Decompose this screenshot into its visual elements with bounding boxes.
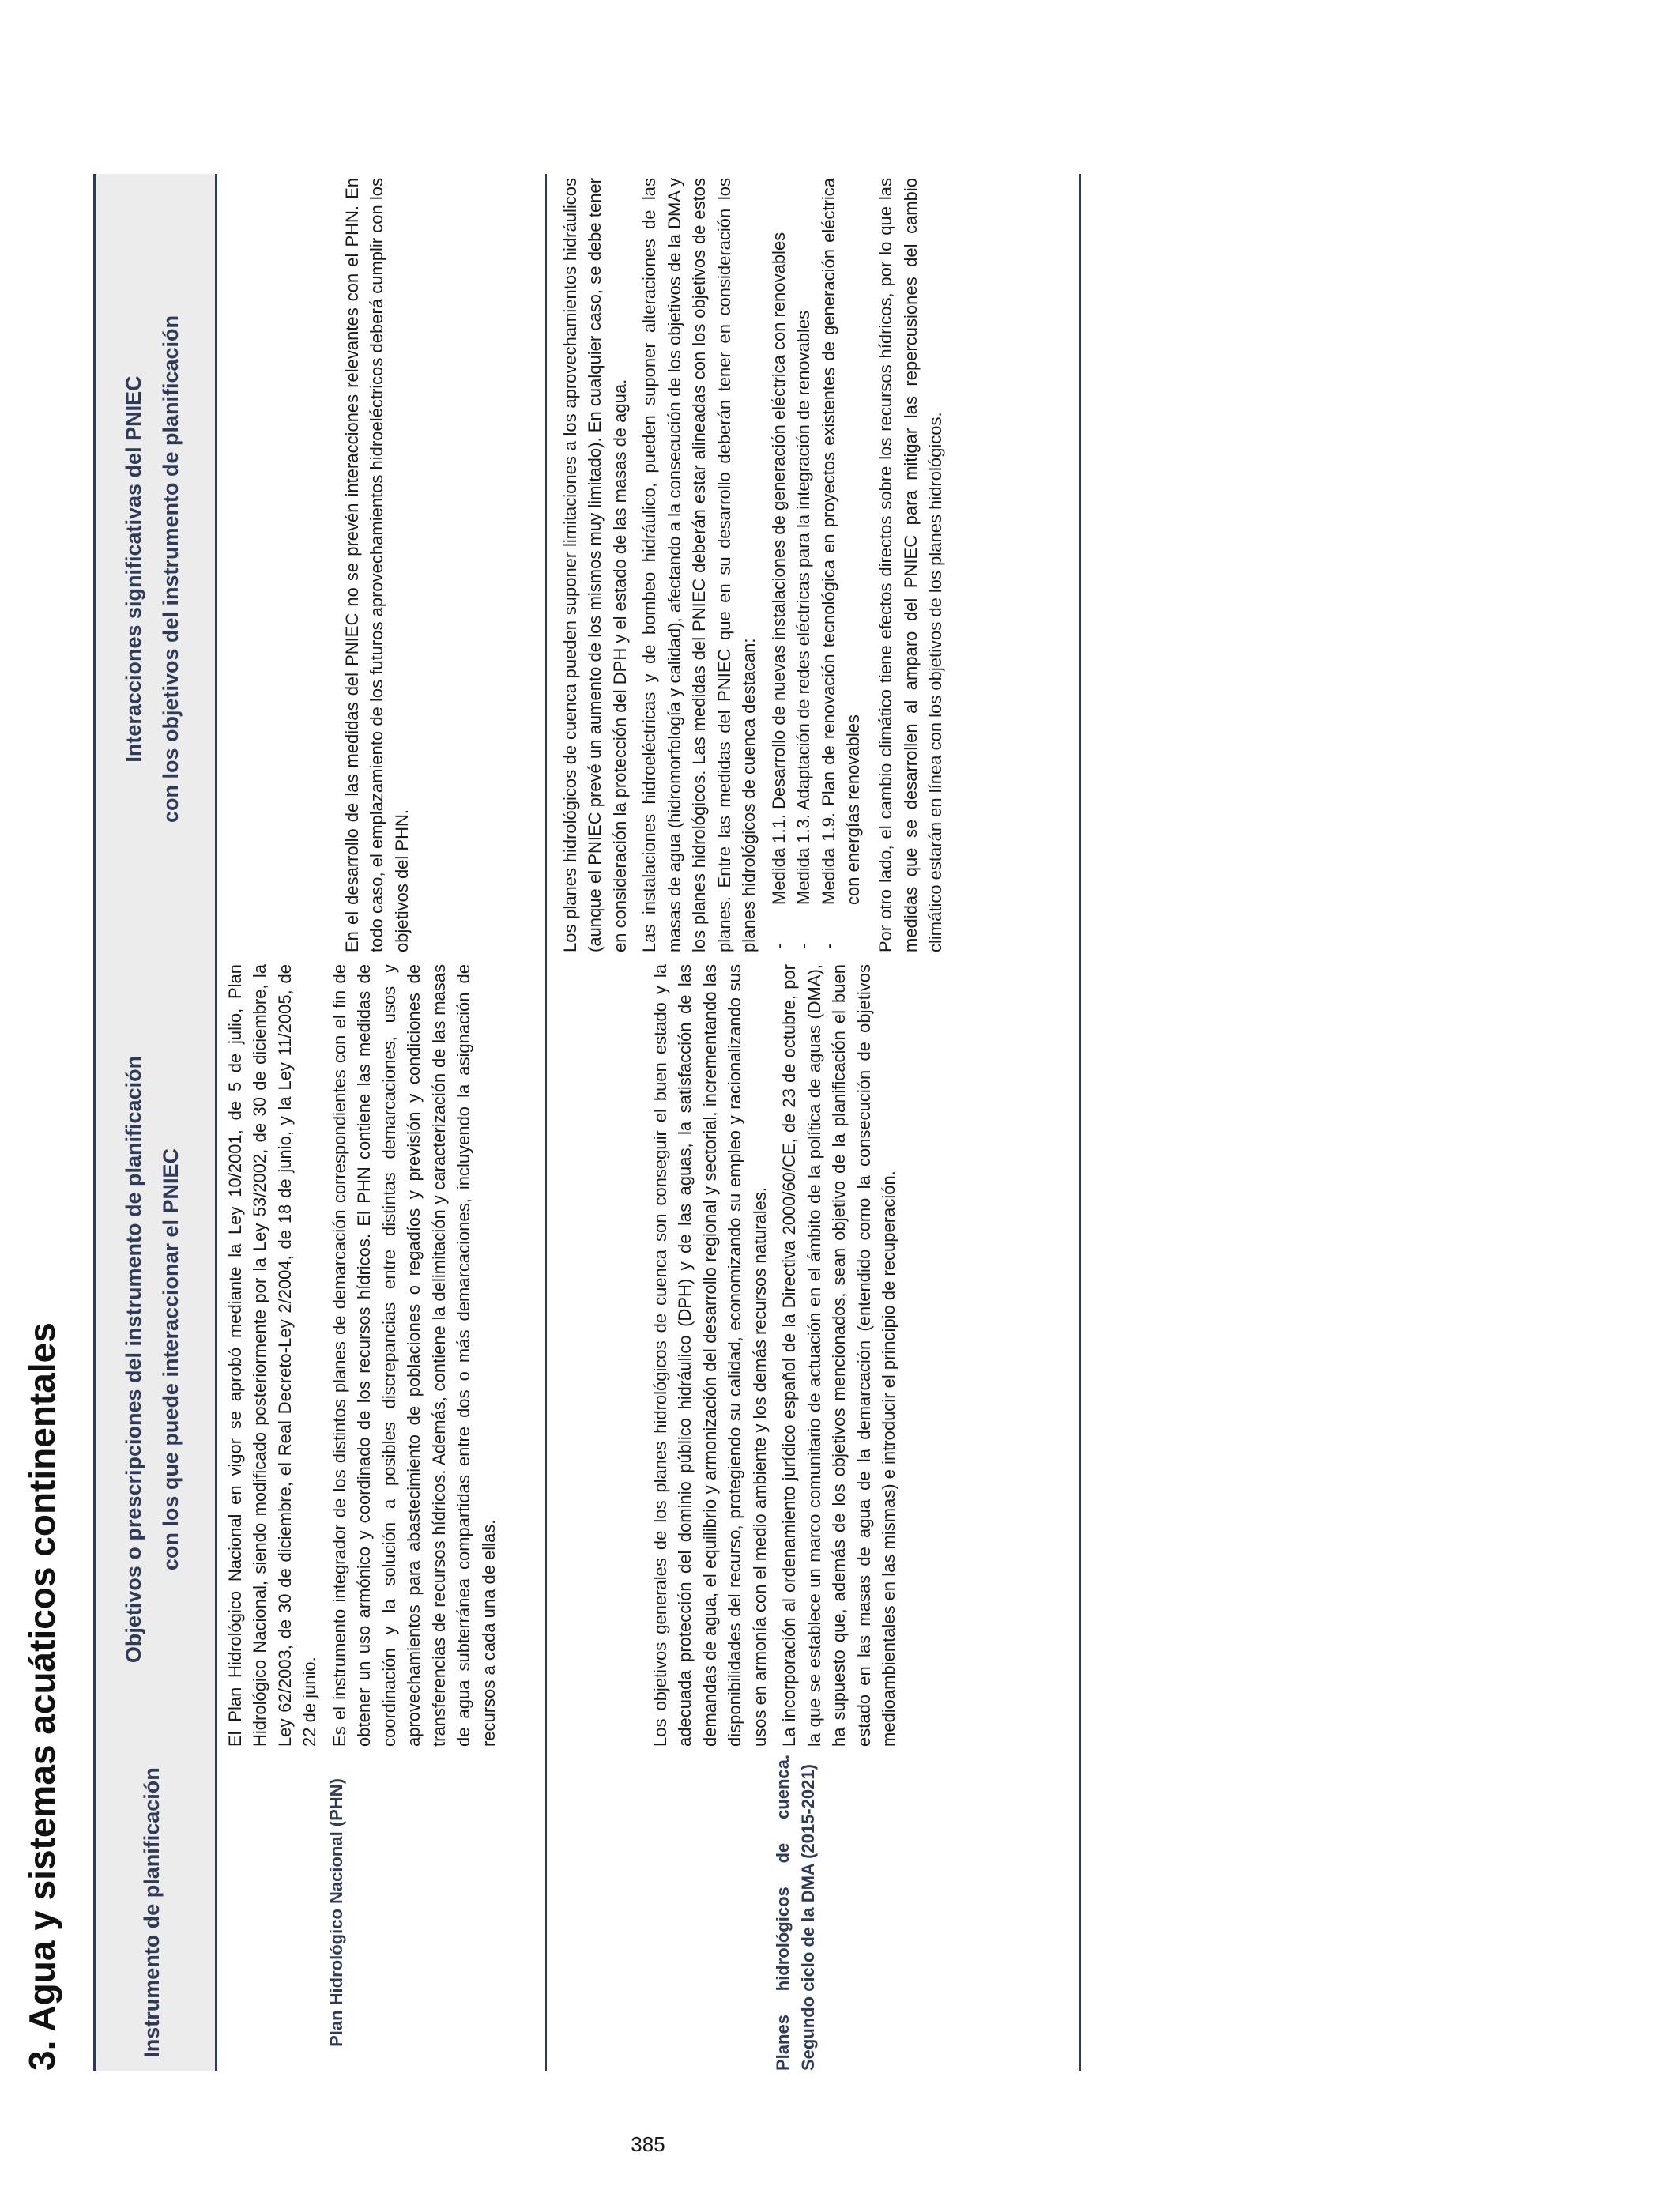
- row1-objective-2: Es el instrumento integrador de los distintos planes de demarcación correspondientes con el fin de obtener un uso armónico y coordinado de los recursos hídricos. El PHN contiene las medidas de coordinación y la solución a posibles discrepancias entre distintas demarcaciones, usos y aprovechamientos para abastecimiento de poblaciones o regadíos y previsión y condiciones de transferencias de recursos hídricos. Además, contiene la delimitación y caracterización de las masas de agua subterránea compartidas entre dos o más demarcaciones, incluyendo la asignación de recursos a cada una de ellas.: [329, 964, 499, 1747]
- list-item: - Medida 1.9. Plan de renovación tecnológica en proyectos existentes de generación eléctrica con energías renovables: [816, 178, 866, 952]
- header-interacciones-line1: Interacciones significativas del PNIEC: [121, 375, 145, 763]
- row2-instrument: Planes hidrológicos de cuenca. Segundo ciclo de la DMA (2015-2021): [773, 1755, 818, 2071]
- row2-objectives: [648, 964, 906, 1747]
- row-divider: [545, 174, 547, 2071]
- row2-interactions: [558, 178, 953, 952]
- list-item: - Medida 1.3. Adaptación de redes eléctricas para la integración de renovables: [791, 178, 816, 952]
- row2-objective-1: Los objetivos generales de los planes hidrológicos de cuenca son conseguir el buen estado y la adecuada protección del dominio público hidráulico (DPH) y de las aguas, la satisfacción de las demandas de agua, el equilibrio y armonización del desarrollo regional y sectorial, incrementando las disponibilidades del recurso, protegiendo su calidad, economizando su empleo y racionalizando sus usos en armonía con el medio ambiente y los demás recursos naturales.: [650, 964, 770, 1747]
- row1-objective-1: El Plan Hidrológico Nacional en vigor se aprobó mediante la Ley 10/2001, de 5 de julio, Plan Hidrológico Nacional, siendo modificado posteriormente por la Ley 53/2002, de 30 de diciembre, la Ley 62/2003, de 30 de diciembre, el Real Decreto-Ley 2/2004, de 18 de junio, y la Ley 11/2005, de 22 de junio.: [225, 964, 320, 1747]
- row2-interaction-1: Los planes hidrológicos de cuenca pueden suponer limitaciones a los aprovechamientos hidráulicos (aunque el PNIEC prevé un aumento de los mismos muy limitado). En cualquier caso, se debe tener en consideración la protección del DPH y el estado de las masas de agua.: [560, 178, 630, 952]
- row2-closing: Por otro lado, el cambio climático tiene efectos directos sobre los recursos hídricos, por lo que las medidas que se desarrollen al amparo del PNIEC para mitigar las repercusiones del cambio climático estarán en línea con los objetivos de los planes hidrológicos.: [876, 178, 946, 952]
- page-number: 385: [631, 2132, 665, 2156]
- row2-measures-list: [767, 178, 866, 952]
- list-item: - Medida 1.1. Desarrollo de nuevas instalaciones de generación eléctrica con renovables: [767, 178, 791, 952]
- header-instrumento-label: Instrumento de planificación: [140, 1767, 164, 2058]
- row1-instrument: Plan Hidrológico Nacional (PHN): [326, 1778, 346, 2047]
- row1-interaction-1: En el desarrollo de las medidas del PNIEC no se prevén interacciones relevantes con el PHN. En todo caso, el emplazamiento de los futuros aprovechamientos hidroeléctricos deberá cumplir con los objetivos del PHN.: [342, 178, 412, 952]
- section-title: 3. Agua y sistemas acuáticos continentales: [21, 1322, 62, 2071]
- row2-objective-2: La incorporación al ordenamiento jurídico español de la Directiva 2000/60/CE, de 23 de octubre, por la que se establece un marco comunitario de actuación en el ámbito de la política de aguas (DMA), ha supuesto que, además de los objetivos mencionados, sean objetivo de la planificación el buen estado en las masas de agua de la demarcación (entendido como la consecución de objetivos medioambientales en las mismas) e introducir el principio de recuperación.: [779, 964, 899, 1747]
- header-instrumento: [93, 1755, 212, 2071]
- header-interacciones-line2: con los objetivos del instrumento de planificación: [159, 315, 183, 824]
- row1-interactions: [340, 178, 419, 952]
- header-objetivos-line1: Objetivos o prescripciones del instrumento de planificación: [121, 1055, 145, 1664]
- row1-objectives: [223, 964, 506, 1747]
- table-bottom-rule: [1079, 174, 1081, 2071]
- header-objetivos-line2: con los que puede interaccionar el PNIEC: [159, 1148, 183, 1571]
- header-objetivos: [93, 964, 212, 1755]
- rotated-page-content: [16, 24, 1596, 2118]
- row2-interaction-2: Las instalaciones hidroeléctricas y de bombeo hidráulico, pueden suponer alteraciones de las masas de agua (hidromorfología y calidad), afectando a la consecución de los objetivos de la DMA y los planes hidrológicos. Las medidas del PNIEC deberán estar alineadas con los objetivos de estos planes. Entre las medidas del PNIEC que en su desarrollo deberán tener en consideración los planes hidrológicos de cuenca destacan:: [639, 178, 759, 952]
- header-interacciones: [93, 174, 212, 964]
